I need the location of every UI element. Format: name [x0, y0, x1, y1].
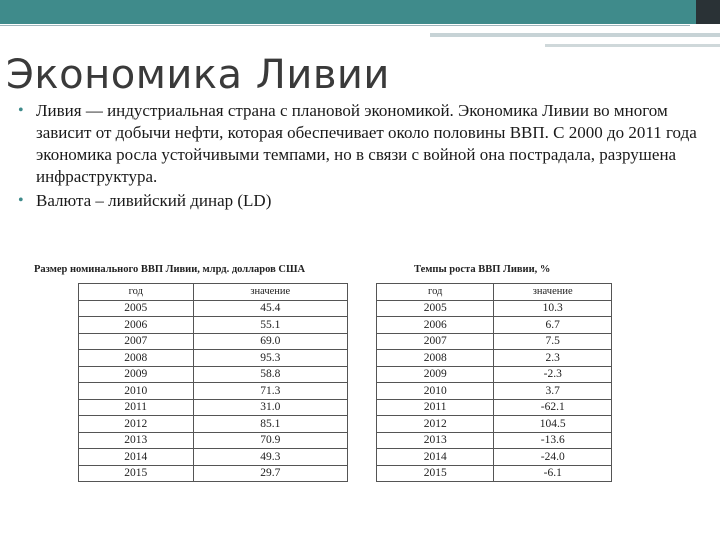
bullet-economy: • Ливия — индустриальная страна с плановой экономикой. Экономика Ливии во многом зависит от добычи нефти, которая обеспечивает около половины ВВП. С 2000 до 2011 года экономика росла устойчивыми темпами, но в связи с войной она пострадала, разрушена инфраструктура.	[18, 100, 698, 188]
year-cell: 2012	[79, 416, 194, 433]
column-header-year: год	[79, 284, 194, 301]
table-row	[79, 350, 348, 367]
column-header-year: год	[377, 284, 494, 301]
value-cell: 7.5	[494, 333, 612, 350]
value-cell: 95.3	[193, 350, 347, 367]
year-cell: 2007	[79, 333, 194, 350]
table-row	[377, 449, 612, 466]
value-cell: 2.3	[494, 350, 612, 367]
table-row	[377, 317, 612, 334]
table-row	[79, 432, 348, 449]
value-cell: 6.7	[494, 317, 612, 334]
divider-line	[0, 25, 690, 26]
year-cell: 2010	[79, 383, 194, 400]
value-cell: -2.3	[494, 366, 612, 383]
growth-table	[376, 283, 612, 482]
year-cell: 2005	[377, 300, 494, 317]
table-header-row	[79, 284, 348, 301]
top-bar-accent	[0, 0, 700, 24]
value-cell: 10.3	[494, 300, 612, 317]
table-row	[79, 383, 348, 400]
table-row	[79, 465, 348, 482]
value-cell: 49.3	[193, 449, 347, 466]
bullet-list	[18, 100, 698, 214]
table-row	[377, 333, 612, 350]
year-cell: 2015	[79, 465, 194, 482]
year-cell: 2009	[377, 366, 494, 383]
year-cell: 2005	[79, 300, 194, 317]
growth-table-block	[376, 264, 612, 482]
year-cell: 2006	[79, 317, 194, 334]
year-cell: 2007	[377, 333, 494, 350]
value-cell: 3.7	[494, 383, 612, 400]
value-cell: 70.9	[193, 432, 347, 449]
year-cell: 2009	[79, 366, 194, 383]
gdp-table-caption: Размер номинального ВВП Ливии, млрд. долларов США	[34, 264, 306, 275]
year-cell: 2008	[377, 350, 494, 367]
value-cell: 45.4	[193, 300, 347, 317]
top-bar-corner	[696, 0, 720, 24]
value-cell: -13.6	[494, 432, 612, 449]
year-cell: 2012	[377, 416, 494, 433]
table-row	[377, 300, 612, 317]
table-row	[79, 366, 348, 383]
table-row	[377, 399, 612, 416]
year-cell: 2013	[377, 432, 494, 449]
year-cell: 2006	[377, 317, 494, 334]
growth-table-caption: Темпы роста ВВП Ливии, %	[414, 264, 551, 275]
value-cell: -24.0	[494, 449, 612, 466]
decor-line-short	[545, 44, 720, 47]
value-cell: -62.1	[494, 399, 612, 416]
value-cell: 31.0	[193, 399, 347, 416]
gdp-table-block	[34, 264, 348, 482]
year-cell: 2014	[79, 449, 194, 466]
table-row	[79, 399, 348, 416]
year-cell: 2013	[79, 432, 194, 449]
value-cell: 55.1	[193, 317, 347, 334]
value-cell: 69.0	[193, 333, 347, 350]
value-cell: 104.5	[494, 416, 612, 433]
table-row	[79, 333, 348, 350]
table-row	[377, 432, 612, 449]
year-cell: 2015	[377, 465, 494, 482]
table-row	[79, 449, 348, 466]
bullet-currency: • Валюта – ливийский динар (LD)	[18, 190, 698, 212]
table-row	[377, 366, 612, 383]
value-cell: -6.1	[494, 465, 612, 482]
value-cell: 71.3	[193, 383, 347, 400]
table-row	[79, 416, 348, 433]
value-cell: 58.8	[193, 366, 347, 383]
column-header-value: значение	[494, 284, 612, 301]
decor-line	[430, 33, 720, 37]
value-cell: 85.1	[193, 416, 347, 433]
table-row	[377, 465, 612, 482]
table-row	[79, 300, 348, 317]
slide-title: Экономика Ливии	[6, 52, 390, 98]
year-cell: 2011	[79, 399, 194, 416]
year-cell: 2008	[79, 350, 194, 367]
table-row	[377, 350, 612, 367]
year-cell: 2011	[377, 399, 494, 416]
table-row	[377, 416, 612, 433]
column-header-value: значение	[193, 284, 347, 301]
year-cell: 2010	[377, 383, 494, 400]
value-cell: 29.7	[193, 465, 347, 482]
gdp-table	[78, 283, 348, 482]
table-header-row	[377, 284, 612, 301]
table-row	[377, 383, 612, 400]
table-row	[79, 317, 348, 334]
year-cell: 2014	[377, 449, 494, 466]
